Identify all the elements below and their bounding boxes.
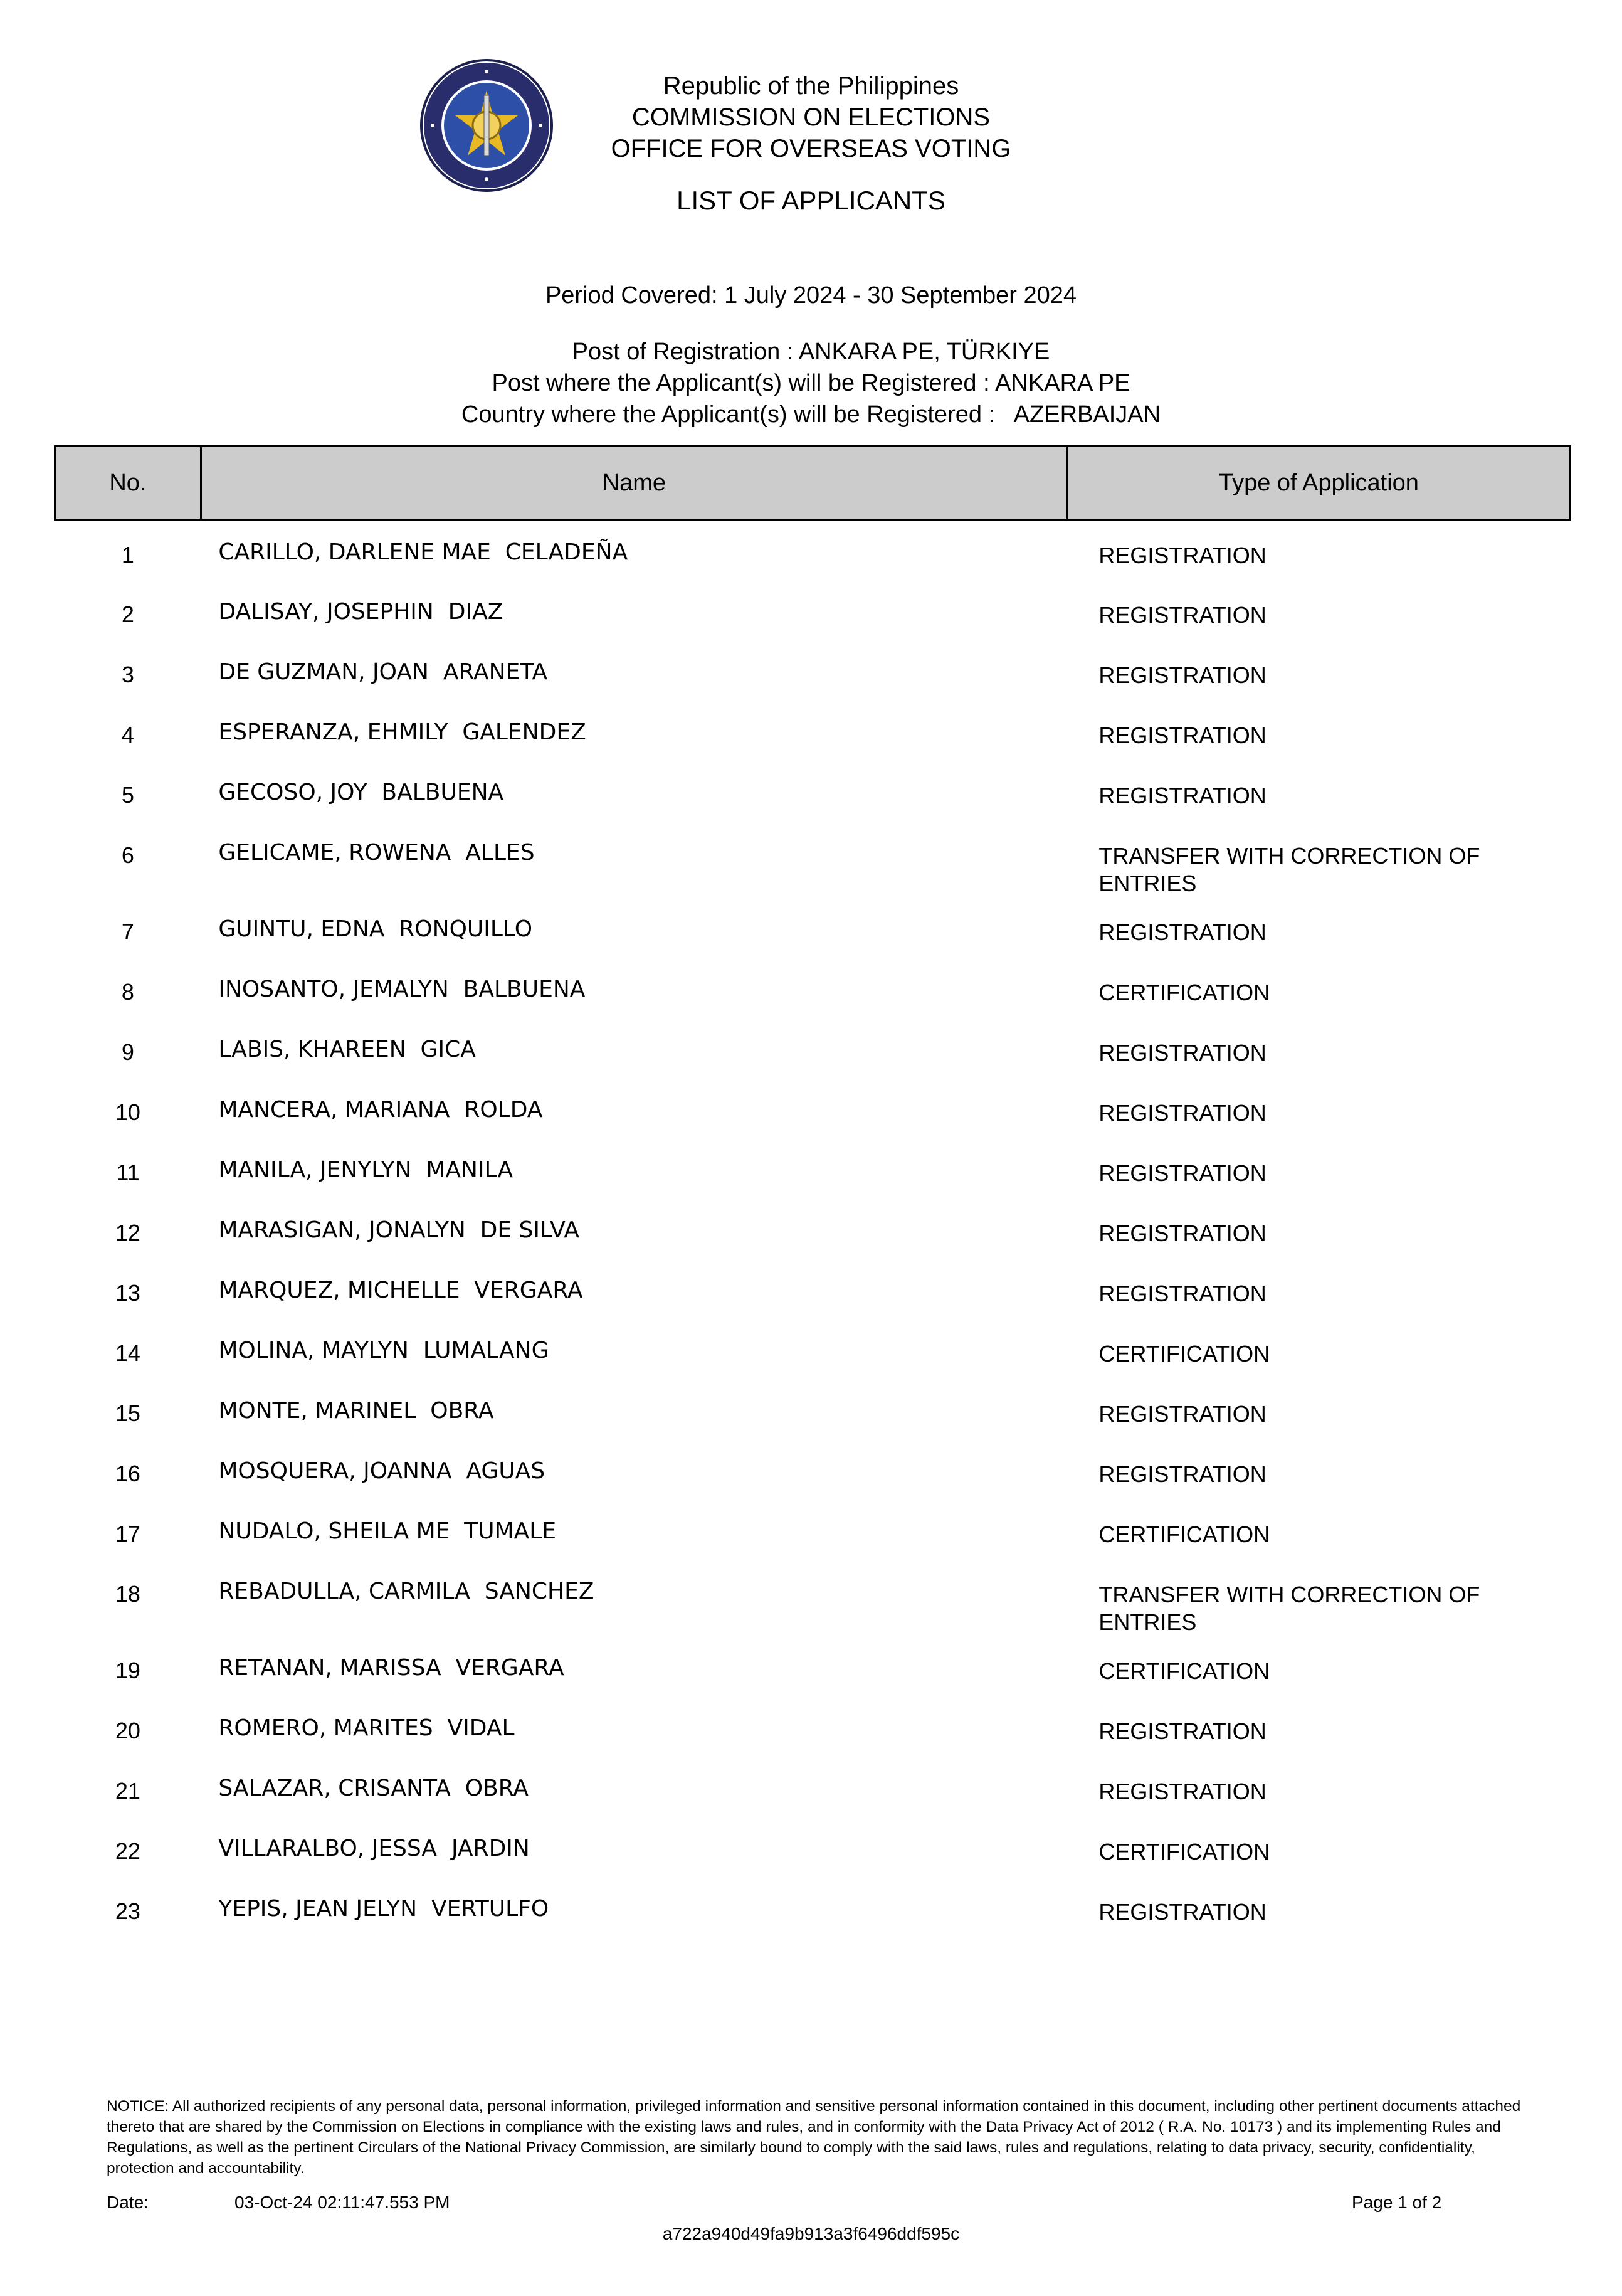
application-type: REGISTRATION	[1098, 1400, 1267, 1427]
application-type: REGISTRATION	[1098, 542, 1267, 568]
table-row	[55, 1319, 1571, 1379]
table-row	[55, 958, 1571, 1018]
header-type: Type of Application	[1067, 447, 1570, 520]
table-row	[55, 1138, 1571, 1198]
applicant-name: REBADULLA, CARMILA SANCHEZ	[218, 1578, 594, 1604]
application-type: CERTIFICATION	[1098, 1340, 1270, 1367]
table-row	[55, 1198, 1571, 1259]
application-type: TRANSFER WITH CORRECTION OF ENTRIES	[1098, 842, 1480, 896]
applicant-name: YEPIS, JEAN JELYN VERTULFO	[218, 1895, 549, 1922]
row-number: 7	[121, 918, 134, 944]
row-number: 4	[121, 721, 134, 748]
table-row	[55, 1817, 1571, 1877]
applicant-name: MANILA, JENYLYN MANILA	[218, 1156, 513, 1183]
table-row	[55, 520, 1571, 580]
applicants-table	[54, 445, 1571, 1937]
row-number: 18	[115, 1580, 140, 1607]
row-number: 12	[115, 1219, 140, 1246]
applicant-name: NUDALO, SHEILA ME TUMALE	[218, 1518, 557, 1544]
table-row	[55, 1078, 1571, 1138]
row-number: 23	[115, 1898, 140, 1924]
application-type: REGISTRATION	[1098, 1220, 1267, 1246]
table-row	[55, 1018, 1571, 1078]
table-row	[55, 1259, 1571, 1319]
period-covered: Period Covered: 1 July 2024 - 30 September 2024	[545, 282, 1077, 309]
document-hash: a722a940d49fa9b913a3f6496ddf595c	[662, 2224, 960, 2243]
table-header-row	[55, 447, 1571, 520]
republic-line: Republic of the Philippines	[663, 72, 959, 100]
header-name: Name	[201, 447, 1067, 520]
row-number: 6	[121, 842, 134, 868]
row-number: 1	[121, 542, 134, 568]
registration-meta	[0, 336, 1622, 430]
privacy-notice: NOTICE: All authorized recipients of any personal data, personal information, privileged information and sensitive personal information contained in this document, including other pertinent documents attached thereto that are shared by the Commission on Elections in compliance with the existing laws and rules, and in conformity with the Data Privacy Act of 2012 ( R.A. No. 10173 ) and its implementing Rules and Regulations, as well as the pertinent Circulars of the National Privacy Commission, are similarly bound to comply with the said laws, rules and regulations, relating to data privacy, security, confidentiality, protection and accountability.	[107, 2098, 1521, 2177]
application-type: REGISTRATION	[1098, 1099, 1267, 1126]
applicant-name: DALISAY, JOSEPHIN DIAZ	[218, 598, 503, 625]
application-type: REGISTRATION	[1098, 1461, 1267, 1487]
row-number: 19	[115, 1657, 140, 1683]
row-number: 17	[115, 1520, 140, 1547]
applicant-name: MOLINA, MAYLYN LUMALANG	[218, 1337, 549, 1363]
applicant-name: MARQUEZ, MICHELLE VERGARA	[218, 1277, 583, 1303]
table-row	[55, 897, 1571, 958]
table-row	[55, 580, 1571, 640]
row-number: 15	[115, 1400, 140, 1426]
table-row	[55, 1379, 1571, 1439]
row-number: 16	[115, 1460, 140, 1486]
applicant-name: LABIS, KHAREEN GICA	[218, 1036, 476, 1062]
row-number: 8	[121, 978, 134, 1005]
row-number: 21	[115, 1777, 140, 1804]
commission-line: COMMISSION ON ELECTIONS	[631, 103, 991, 131]
post-registered: Post where the Applicant(s) will be Registered : ANKARA PE	[492, 370, 1130, 396]
table-row	[55, 1696, 1571, 1757]
application-type: REGISTRATION	[1098, 662, 1267, 688]
date-value: 03-Oct-24 02:11:47.553 PM	[234, 2193, 450, 2212]
table-row	[55, 1439, 1571, 1500]
row-number: 11	[116, 1159, 140, 1185]
applicant-name: MANCERA, MARIANA ROLDA	[218, 1096, 543, 1123]
document-header	[0, 70, 1622, 164]
application-type: REGISTRATION	[1098, 601, 1267, 628]
applicant-name: VILLARALBO, JESSA JARDIN	[218, 1835, 530, 1861]
row-number: 2	[121, 601, 134, 627]
table-row	[55, 640, 1571, 701]
table-row	[55, 701, 1571, 761]
applicant-name: INOSANTO, JEMALYN BALBUENA	[218, 976, 586, 1002]
table-row	[55, 1560, 1571, 1636]
row-number: 5	[121, 781, 134, 808]
application-type: CERTIFICATION	[1098, 1838, 1270, 1865]
application-type: TRANSFER WITH CORRECTION OF ENTRIES	[1098, 1581, 1480, 1635]
list-title: LIST OF APPLICANTS	[677, 186, 945, 215]
post-of-registration: Post of Registration : ANKARA PE, TÜRKIYE	[572, 339, 1050, 365]
application-type: REGISTRATION	[1098, 782, 1267, 808]
page-indicator: Page 1 of 2	[1352, 2193, 1442, 2212]
header-no: No.	[55, 447, 201, 520]
table-row	[55, 1757, 1571, 1817]
country-registered: Country where the Applicant(s) will be Registered : AZERBAIJAN	[461, 401, 1161, 428]
applicant-name: SALAZAR, CRISANTA OBRA	[218, 1775, 529, 1801]
applicant-name: MONTE, MARINEL OBRA	[218, 1397, 494, 1424]
application-type: REGISTRATION	[1098, 1280, 1267, 1306]
table-row	[55, 761, 1571, 821]
applicant-name: CARILLO, DARLENE MAE CELADEÑA	[218, 539, 628, 565]
applicant-name: RETANAN, MARISSA VERGARA	[218, 1654, 564, 1681]
application-type: CERTIFICATION	[1098, 1521, 1270, 1547]
application-type: REGISTRATION	[1098, 1039, 1267, 1066]
applicant-name: DE GUZMAN, JOAN ARANETA	[218, 659, 548, 685]
table-row	[55, 821, 1571, 897]
application-type: REGISTRATION	[1098, 722, 1267, 748]
applicant-name: ESPERANZA, EHMILY GALENDEZ	[218, 719, 586, 745]
applicant-name: ROMERO, MARITES VIDAL	[218, 1715, 515, 1741]
application-type: REGISTRATION	[1098, 1898, 1267, 1925]
application-type: CERTIFICATION	[1098, 1658, 1270, 1684]
date-label: Date:	[107, 2193, 149, 2212]
application-type: REGISTRATION	[1098, 919, 1267, 945]
applicant-name: MOSQUERA, JOANNA AGUAS	[218, 1457, 545, 1484]
applicant-name: GELICAME, ROWENA ALLES	[218, 839, 535, 865]
applicant-name: MARASIGAN, JONALYN DE SILVA	[218, 1217, 580, 1243]
row-number: 9	[121, 1039, 134, 1065]
office-line: OFFICE FOR OVERSEAS VOTING	[611, 135, 1011, 162]
application-type: REGISTRATION	[1098, 1718, 1267, 1744]
row-number: 13	[115, 1279, 140, 1306]
table-row	[55, 1500, 1571, 1560]
applicant-name: GECOSO, JOY BALBUENA	[218, 779, 504, 805]
applicant-name: GUINTU, EDNA RONQUILLO	[218, 916, 533, 942]
table-row	[55, 1636, 1571, 1696]
application-type: CERTIFICATION	[1098, 979, 1270, 1005]
row-number: 22	[115, 1838, 140, 1864]
application-type: REGISTRATION	[1098, 1778, 1267, 1804]
row-number: 10	[115, 1099, 140, 1125]
application-type: REGISTRATION	[1098, 1160, 1267, 1186]
table-row	[55, 1877, 1571, 1937]
row-number: 20	[115, 1717, 140, 1743]
row-number: 3	[121, 661, 134, 687]
row-number: 14	[115, 1340, 140, 1366]
